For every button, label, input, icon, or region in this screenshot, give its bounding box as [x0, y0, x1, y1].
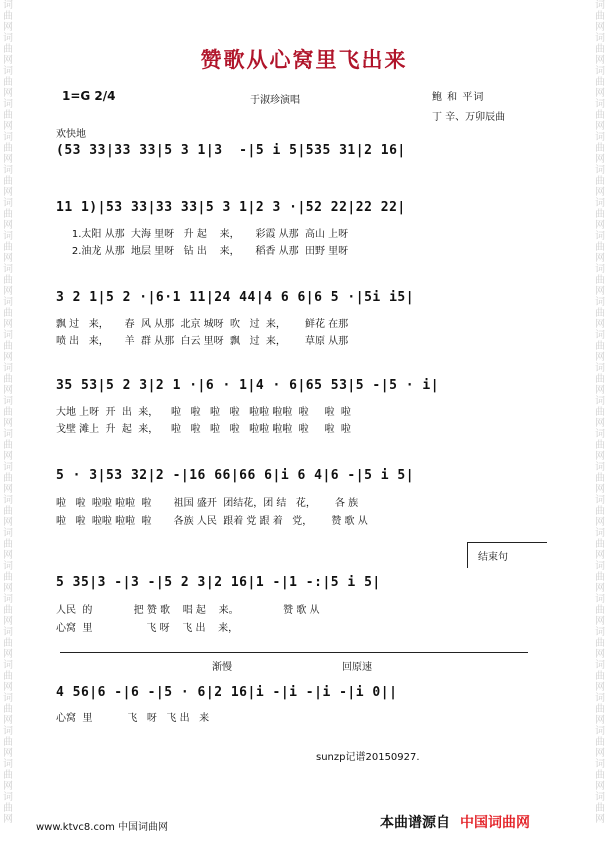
lyrics-verse-2: 啦 啦 啦啦 啦啦 啦 各族 人民 跟着 党 跟 着 党， 赞 歌 从: [56, 516, 368, 527]
lyrics-verse-2: 2.油龙 从那 地层 里呀 钻 出 来， 稻香 从那 田野 里呀: [56, 246, 349, 257]
song-title: 赞歌从心窝里飞出来: [200, 47, 408, 72]
notation-line: 35 53|5 2 3|2 1 ·|6 · 1|4 · 6|65 53|5 -|5 · i|: [56, 378, 440, 393]
lyrics-verse-1: 人民 的 把 赞 歌 唱 起 来。 赞 歌 从: [56, 605, 320, 616]
source-credit: [380, 812, 530, 832]
performer: 于淑珍演唱: [250, 95, 300, 106]
return-marking: 回原速: [342, 662, 372, 673]
lyrics-verse-1: 心窝 里 飞 呀 飞 出 来: [56, 713, 210, 724]
tempo-marking: 欢快地: [56, 129, 86, 140]
lyrics-verse-2: 心窝 里 飞 呀 飞 出 来，: [56, 623, 239, 634]
ending-label: 结束句: [478, 552, 508, 563]
ending-bracket: [467, 542, 547, 543]
lyrics-verse-2: 戈壁 滩上 升 起 来， 啦 啦 啦 啦 啦啦 啦啦 啦 啦 啦: [56, 424, 351, 435]
site-url[interactable]: www.ktvc8.com 中国词曲网: [36, 822, 169, 833]
lyrics-verse-1: 1.太阳 从那 大海 里呀 升 起 来， 彩霞 从那 高山 上呀: [56, 229, 349, 240]
notation-line: 3 2 1|5 2 ·|6·1 11|24 44|4 6 6|6 5 ·|5i i5|: [56, 290, 415, 305]
notation-line: 5 · 3|53 32|2 -|16 66|66 6|i 6 4|6 -|5 i 5|: [56, 468, 415, 483]
section-rule: [60, 652, 528, 653]
key-signature: 1=G 2/4: [62, 89, 116, 103]
source-label: 本曲谱源自: [380, 815, 450, 831]
composer: 丁 辛、万卯辰曲: [432, 112, 506, 123]
ending-bracket: [467, 542, 468, 568]
brand-name[interactable]: 中国词曲网: [460, 815, 530, 831]
notation-line: 11 1)|53 33|33 33|5 3 1|2 3 ·|52 22|22 22|: [56, 200, 406, 215]
watermark-left: 词曲网词曲网词曲网词曲网词曲网词曲网词曲网词曲网词曲网词曲网词曲网词曲网词曲网词曲网词曲网词曲网词曲网词曲网词曲网词曲网词曲网词曲网词曲网词曲网词曲网: [3, 0, 13, 825]
lyrics-verse-2: 喷 出 来， 羊 群 从那 白云 里呀 飘 过 来， 草原 从那: [56, 336, 349, 347]
lyrics-verse-1: 啦 啦 啦啦 啦啦 啦 祖国 盛开 团结花，团 结 花， 各 族: [56, 498, 359, 509]
notation-line: 5 35|3 -|3 -|5 2 3|2 16|1 -|1 -:|5 i 5|: [56, 575, 381, 590]
lyricist: 鲍 和 平词: [432, 92, 485, 103]
notation-line: (53 33|33 33|5 3 1|3 -|5 i 5|535 31|2 16|: [56, 143, 406, 158]
notation-line: 4 56|6 -|6 -|5 · 6|2 16|i -|i -|i -|i 0||: [56, 685, 398, 700]
transcriber-note: sunzp记谱20150927.: [316, 752, 420, 763]
watermark-right: 词曲网词曲网词曲网词曲网词曲网词曲网词曲网词曲网词曲网词曲网词曲网词曲网词曲网词曲网词曲网词曲网词曲网词曲网词曲网词曲网词曲网词曲网词曲网词曲网词曲网: [595, 0, 605, 825]
lyrics-verse-1: 飘 过 来， 春 风 从那 北京 城呀 吹 过 来， 鲜花 在那: [56, 319, 349, 330]
slow-marking: 渐慢: [212, 662, 232, 673]
lyrics-verse-1: 大地 上呀 开 出 来， 啦 啦 啦 啦 啦啦 啦啦 啦 啦 啦: [56, 407, 351, 418]
